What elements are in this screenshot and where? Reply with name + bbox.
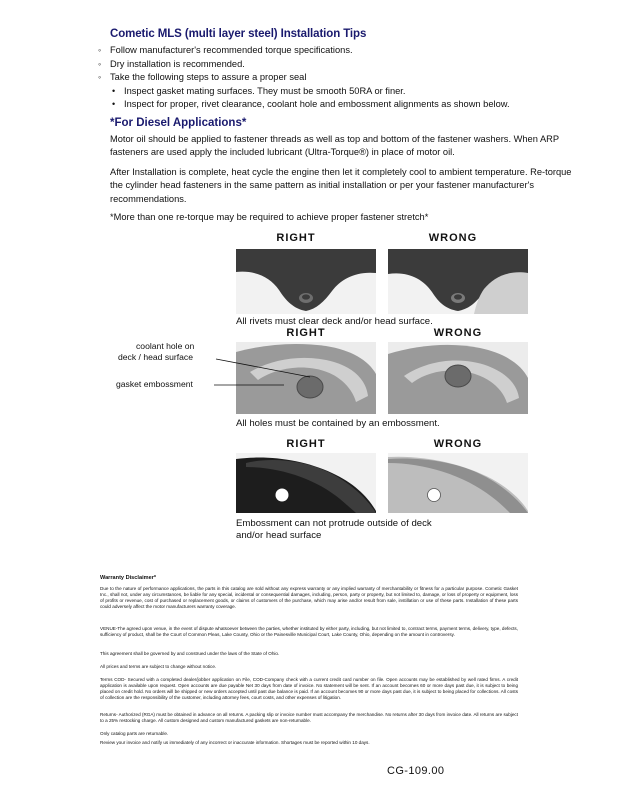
list-item: ◦ Take the following steps to assure a proper seal [98,71,598,85]
figure3-right-image [236,453,376,513]
warranty-paragraph-2: VENUE-The agreed upon venue, in the event of dispute whatsoever between the parties, whether instituted by either party, including, but not limited to, contract terms, payment terms, delivery, type, defects, sufficiency of product, shall be the Court of Common Pleas, Lake County, Ohio or the Painesville Municipal Court, Lake County, Ohio, depending on the amount in controversy. [100,626,518,638]
warranty-title: Warranty Disclaimer* [100,575,157,581]
figure-row-2 [0,327,618,437]
document-id: CG-109.00 [387,765,445,777]
figure2-wrong-image [388,342,528,414]
figure2-callout-gasket-embossment: gasket embossment [116,379,193,389]
figure1-right-label: RIGHT [276,232,316,244]
warranty-paragraph-6: Returns- Authorized (RGA) must be obtained in advance on all returns. A packing slip or invoice number must accompany the merchandise. No returns after 30 days from invoice date. All returns are subject to a 25% restocking charge. All custom designed and custom manufactured gaskets are non-returnable. [100,712,518,724]
warranty-paragraph-3: This agreement shall be governed by and construed under the laws of the State of Ohio. [100,651,280,656]
paragraph-retorque-note: *More than one re-torque may be required to achieve proper fastener stretch* [110,212,429,222]
figure3-caption-line1: Embossment can not protrude outside of deck [236,518,432,529]
figure3-right-label: RIGHT [286,438,326,450]
list-item: ◦ Follow manufacturer's recommended torque specifications. [98,44,598,58]
figure2-caption: All holes must be contained by an embossment. [236,418,440,429]
warranty-paragraph-7: Only catalog parts are returnable. [100,731,169,736]
warranty-paragraph-8: Review your invoice and notify us immediately of any incorrect or inaccurate information. Shortages must be reported within 10 days. [100,740,370,745]
list-item: • Inspect gasket mating surfaces. They must be smooth 50RA or finer. [98,85,598,99]
figure-row-1 [0,232,618,327]
figure2-wrong-label: WRONG [433,327,483,339]
figure3-caption-line2: and/or head surface [236,530,322,541]
warranty-paragraph-1: Due to the nature of performance applications, the parts in this catalog are sold without any express warranty or any implied warranty of merchantability or fitness for a particular purpose. Cometic Gasket Inc., shall not, under any circumstances, be liable for any special, incidental or consequential damages, including, person, party or property, but not limited to, damage, or loss of property or equipment, loss of profits or revenue, cost of purchased or replacement goods, or claims of customers of the purchase, which may arise and/or result from sale, instillation or use of these parts. Installation of these parts could adversely affect the motor manufacturers warranty coverage. [100,586,518,610]
figure2-callout-coolant-hole-line1: coolant hole on [136,341,195,351]
paragraph-motor-oil: Motor oil should be applied to fastener threads as well as top and bottom of the fastener washers. When ARP fasteners are used apply the included lubricant (Ultra-Torque®) in place of motor oil. [110,134,559,158]
warranty-paragraph-4: All prices and terms are subject to change without notice. [100,664,217,669]
list-item: ◦ Dry installation is recommended. [98,58,598,72]
paragraph-heat-cycle: After Installation is complete, heat cycle the engine then let it completely cool to ambient temperature. Re-torque the cylinder head fasteners in the same pattern as initial installation or per your fastener manufacturer's recommendations. [110,167,572,204]
section-heading-diesel: *For Diesel Applications* [110,117,247,129]
bullet-list [98,44,598,112]
figure1-wrong-label: WRONG [428,232,478,244]
figure1-wrong-image [388,249,528,314]
page-title: Cometic MLS (multi layer steel) Installation Tips [110,28,367,40]
figure2-callout-coolant-hole-line2: deck / head surface [118,352,194,362]
figure3-wrong-image [388,453,528,513]
list-item: • Inspect for proper, rivet clearance, coolant hole and embossment alignments as shown below. [98,98,598,112]
figure1-right-image [236,249,376,314]
figure2-right-label: RIGHT [286,327,326,339]
figure-row-3 [0,438,618,548]
figure2-leader-lines [206,343,336,413]
warranty-paragraph-5: Terms COD- Secured with a completed dealer/jobber application on File, COD-Company check with a current credit card number on file. Open accounts may be established by well rated firms. A credit application is available upon request. Open accounts are due payable Net 30 days from date of invoice. No statement will be sent. If an account becomes 60 or more days past due, it is subject to being placed on credit hold. No orders will be shipped or new orders accepted until past due balance is paid. If an account becomes 90 or more days past due, it is subject to being placed for collections. All costs of collection are the responsibility of the customer, including attorney fees, court costs, and other expenses of litigation. [100,677,518,701]
figure1-caption: All rivets must clear deck and/or head surface. [236,316,433,327]
figure3-wrong-label: WRONG [433,438,483,450]
